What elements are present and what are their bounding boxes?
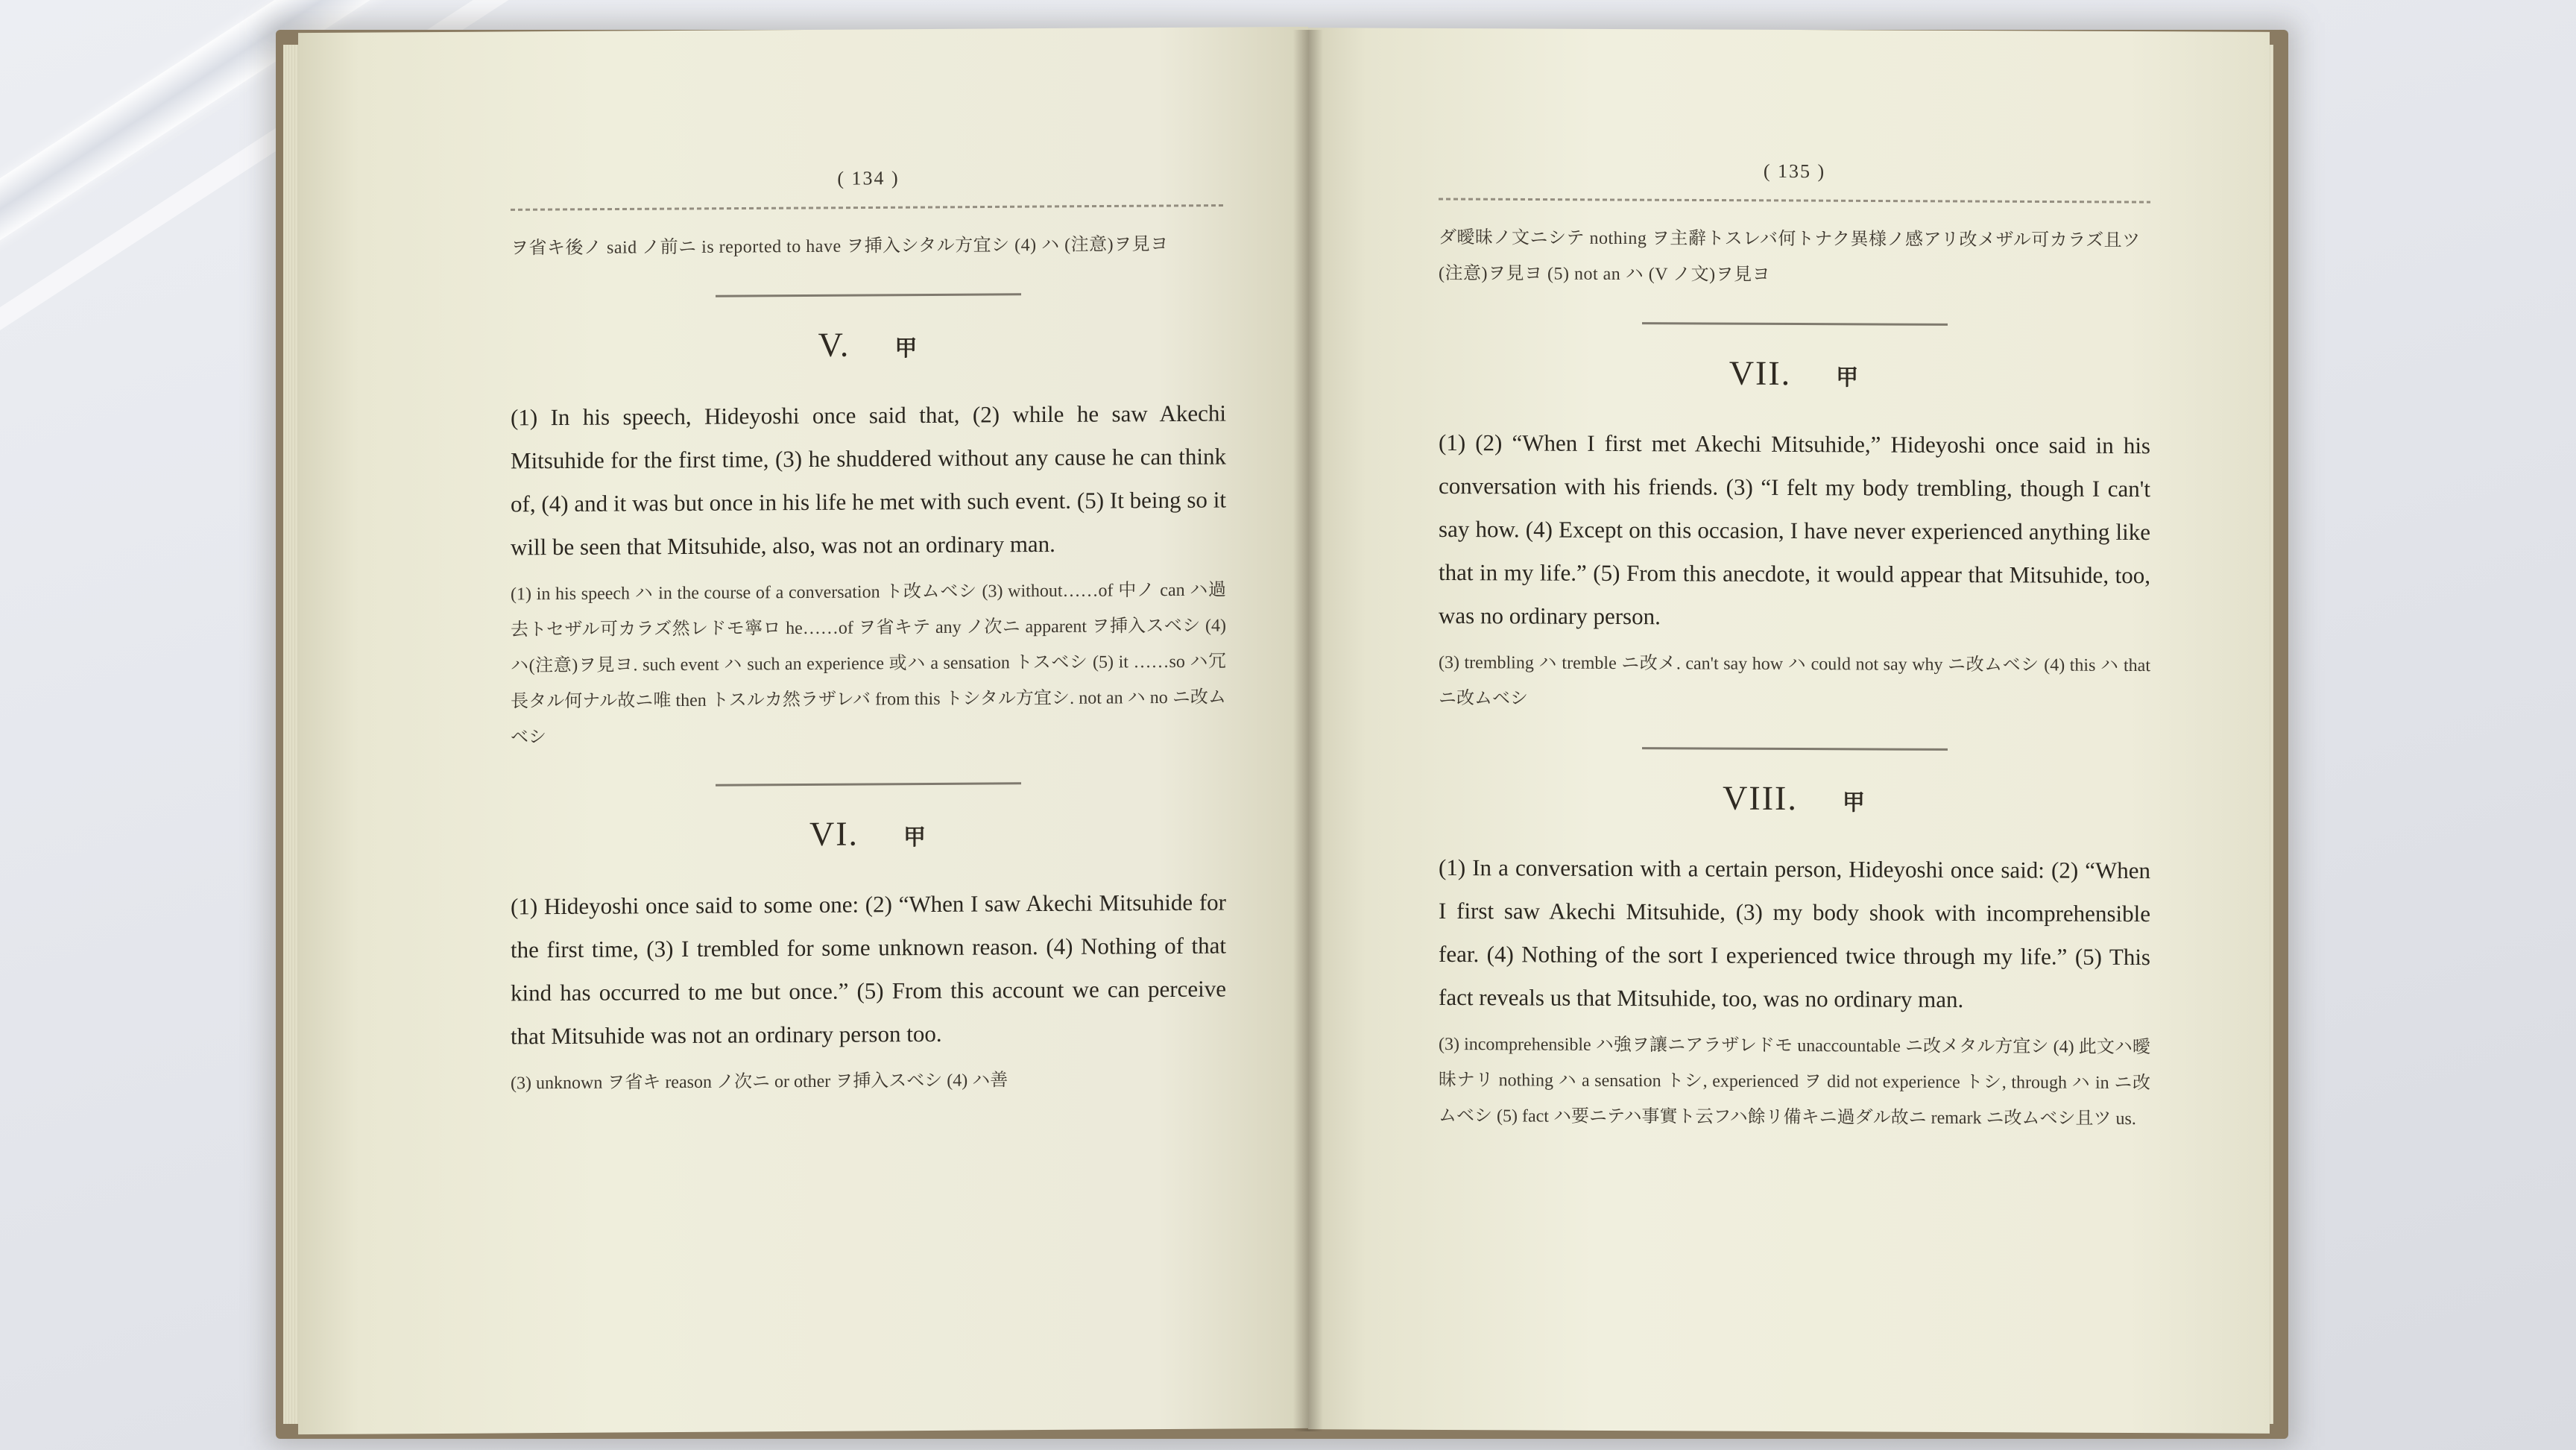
section-body: (1) In a conversation with a certain person, Hideyoshi once said: (2) “When I first saw Akechi Mitsuhide, (3) my body shook with incomprehensible fear. (4) Nothing of the sort I experienced twice through my life.” (5) This fact reveals us that Mitsuhide, too, was no ordinary man. — [1439, 854, 2150, 1013]
page-number: ( 135 ) — [1763, 160, 1826, 183]
section-numeral: VI. — [809, 814, 859, 853]
section-numeral: VIII. — [1723, 778, 1798, 818]
page-number: ( 134 ) — [837, 167, 900, 189]
section-heading — [1439, 777, 2150, 819]
book-gutter — [1293, 30, 1323, 1431]
section-body: (1) In his speech, Hideyoshi once said that, (2) while he saw Akechi Mitsuhide for the first time, (3) he shuddered without any cause he can think of, (4) and it was but once in his life he met with such event. (5) It being so it will be seen that Mitsuhide, also, was not an ordinary man. — [511, 400, 1226, 561]
section-note: (3) unknown ヲ省キ reason ノ次ニ or other ヲ挿入スベシ (4) ハ善 — [511, 1071, 1008, 1094]
wavy-rule — [1439, 198, 2150, 203]
section-divider — [1642, 322, 1948, 326]
left-page — [298, 27, 1308, 1434]
section-note: (1) in his speech ハ in the course of a conversation ト改ムベシ (3) without……of 中ノ can ハ過去トセザル可カラズ然レドモ寧ロ he……of ヲ省キテ any ノ次ニ apparent ヲ挿入スベシ (4) ハ(注意)ヲ見ヨ. such event ハ such an experience 或ハ a sensation トスベシ (5) it ……so ハ冗長タル何ナル故ニ唯 then トスルカ然ラザレバ from this トシタル方宜シ. not an ハ no ニ改ムベシ — [511, 580, 1226, 748]
wavy-rule — [511, 204, 1226, 211]
section-divider — [1642, 747, 1948, 751]
section-heading — [511, 323, 1226, 367]
carryover-note: ダ曖昧ノ文ニシテ nothing ヲ主辭トスレバ何トナク異様ノ感アリ改メザル可カラズ且ツ(注意)ヲ見ヨ (5) not an ハ (V ノ文)ヲ見ヨ — [1439, 227, 2141, 285]
carryover-note: ヲ省キ後ノ said ノ前ニ is reported to have ヲ挿入シタル方宜シ (4) ハ (注意)ヲ見ヨ — [511, 235, 1169, 259]
left-page-content — [511, 166, 1226, 1106]
section-body: (1) Hideyoshi once said to some one: (2) “When I saw Akechi Mitsuhide for the first time, (3) I trembled for some unknown reason. (4) Nothing of that kind has occurred to me but once.” (5) From this account we can perceive that Mitsuhide was not an ordinary person too. — [511, 889, 1226, 1050]
section-grade: 甲 — [894, 335, 919, 362]
right-page — [1308, 28, 2270, 1434]
section-numeral: VII. — [1729, 353, 1792, 393]
section-note: (3) trembling ハ tremble ニ改メ. can't say how ハ could not say why ニ改ムベシ (4) this ハ that ニ改ムベシ — [1439, 652, 2150, 709]
section-heading — [511, 812, 1226, 856]
right-page-content — [1439, 159, 2150, 1141]
section-grade: 甲 — [1836, 365, 1860, 391]
section-divider — [716, 782, 1021, 787]
section-divider — [716, 293, 1021, 297]
section-heading — [1439, 352, 2150, 394]
section-grade: 甲 — [903, 824, 928, 851]
section-note: (3) incomprehensible ハ強ヲ讓ニアラザレドモ unaccountable ニ改メタル方宜シ (4) 此文ハ曖昧ナリ nothing ハ a sensation トシ, experienced ヲ did not experience トシ, through ハ in ニ改ムベシ (5) fact ハ要ニテハ事實ト云フハ餘リ備キニ過ダル故ニ remark ニ改ムベシ且ツ us. — [1439, 1034, 2150, 1129]
section-grade: 甲 — [1842, 789, 1866, 816]
section-numeral: V. — [818, 325, 850, 364]
section-body: (1) (2) “When I first met Akechi Mitsuhide,” Hideyoshi once said in his conversation with his friends. (3) “I felt my body trembling, though I can't say how. (4) Except on this occasion, I have never experienced anything like that in my life.” (5) From this anecdote, it would appear that Mitsuhide, too, was no ordinary person. — [1439, 429, 2150, 630]
